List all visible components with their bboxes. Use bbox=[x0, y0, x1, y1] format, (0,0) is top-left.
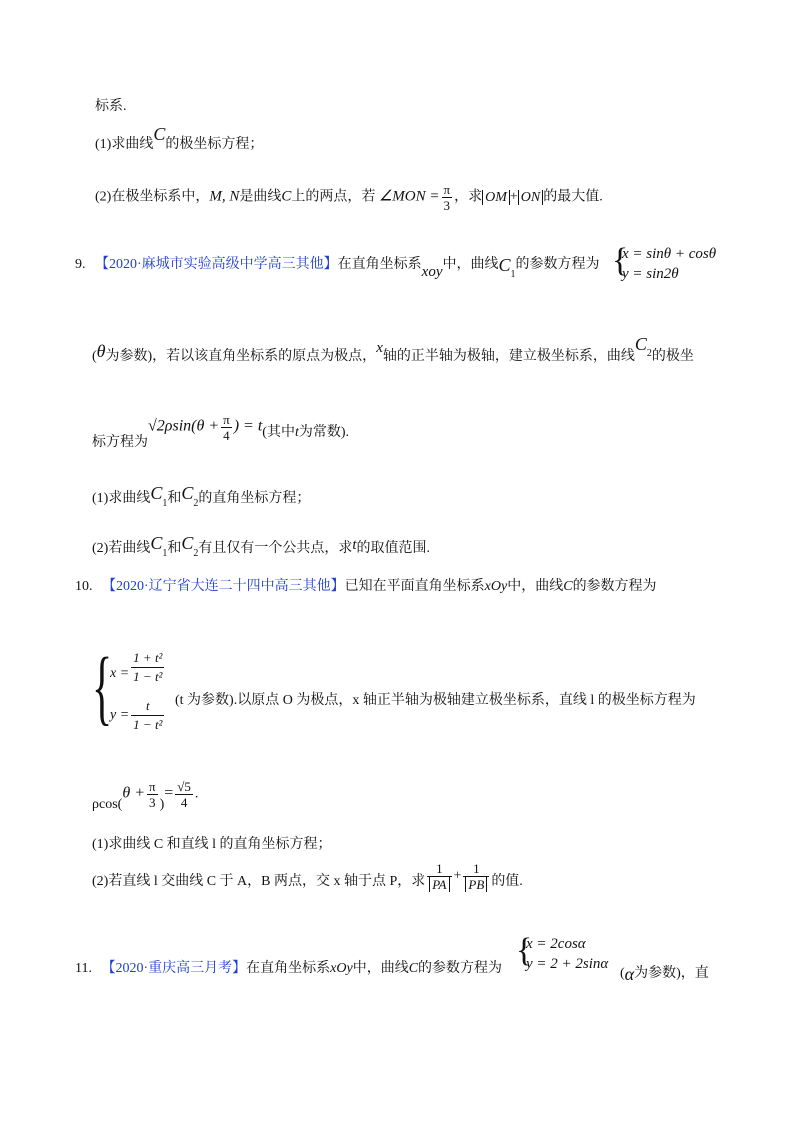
q8-part2-post1: ，求 bbox=[454, 189, 483, 205]
q8-part1-pre: (1)求曲线 bbox=[95, 137, 154, 152]
q10-text2: 中，曲线 bbox=[507, 579, 564, 594]
q10-pa: PA bbox=[429, 877, 449, 892]
q10-x-lhs: x = bbox=[110, 665, 130, 681]
q10-frac-pa-den bbox=[427, 877, 451, 891]
q9-source: 【2020·麻城市实验高级中学高三其他】 bbox=[95, 257, 338, 272]
q9-l3-c: 为常数). bbox=[298, 424, 350, 440]
q11-text1: 在直角坐标系 bbox=[246, 961, 331, 976]
q9-p2-c1-sub: 1 bbox=[162, 547, 168, 559]
q10-source: 【2020·辽宁省大连二十四中高三其他】 bbox=[102, 579, 345, 594]
q9-text2: 中，曲线 bbox=[442, 257, 499, 272]
q9-polar: √2ρsin(θ + bbox=[148, 417, 220, 435]
q11-t4b: 为参数)，直 bbox=[634, 966, 709, 981]
q10-param-system bbox=[92, 641, 182, 740]
q10-theta-plus: θ + bbox=[122, 784, 145, 802]
q10-frac-pb-den bbox=[463, 877, 489, 891]
q11-tail bbox=[620, 962, 709, 984]
q9-l2-a: ( bbox=[92, 349, 97, 364]
q9-p2-t: t bbox=[352, 537, 357, 553]
q9-number: 9. bbox=[75, 257, 86, 272]
q10-x-den: 1 − t² bbox=[133, 669, 163, 684]
q10-rho: ρcos bbox=[92, 796, 118, 812]
q9-line2 bbox=[92, 334, 694, 367]
q9-p2-b: 有且仅有一个公共点，求 bbox=[198, 541, 353, 556]
q10-frac-pb bbox=[463, 862, 489, 891]
q9-polar-frac bbox=[221, 413, 232, 442]
q11-alpha: α bbox=[624, 964, 635, 984]
q10-xoy: xOy bbox=[484, 579, 508, 594]
q10-p2-b: 的值. bbox=[491, 873, 523, 889]
q9-p2-and: 和 bbox=[167, 541, 182, 556]
q10-line2: (t 为参数).以原点 O 为极点，x 轴正半轴为极轴建立极坐标系，直线 l 的极坐标方程为 bbox=[175, 693, 696, 708]
q9-eq1: x = sinθ + cosθ bbox=[622, 246, 717, 262]
q9-p1-c2: C bbox=[181, 483, 194, 503]
q8-part1 bbox=[95, 124, 264, 152]
q10-brace: { bbox=[92, 641, 113, 734]
q10-sqrt-frac bbox=[175, 780, 193, 809]
q9-t: t bbox=[294, 424, 299, 440]
q10-c: C bbox=[563, 579, 573, 594]
q8-part2-angle: ∠MON = bbox=[378, 188, 440, 205]
q11-source: 【2020·重庆高三月考】 bbox=[101, 961, 247, 976]
q8-plus: + bbox=[509, 189, 518, 205]
q8-part2-mn: M, N bbox=[209, 188, 240, 205]
q9-l2-b: 为参数)，若以该直角坐标系的原点为极点， bbox=[105, 349, 377, 364]
q9-c2-sub: 2 bbox=[646, 347, 652, 359]
q8-part2-frac bbox=[442, 183, 453, 212]
q10-y-den: 1 − t² bbox=[133, 717, 163, 732]
q9-p1-c1: C bbox=[150, 483, 163, 503]
q10-sqrt5: √5 bbox=[177, 779, 191, 794]
q11-eq2: y = 2 + 2sinα bbox=[526, 956, 609, 972]
q9-p1-b: 的直角坐标方程； bbox=[198, 491, 311, 506]
q10-x-num: 1 + t² bbox=[131, 650, 164, 668]
q8-on: ON bbox=[518, 190, 543, 205]
q10-part1: (1)求曲线 C 和直线 l 的直角坐标方程； bbox=[92, 837, 332, 852]
q9-text1: 在直角坐标系 bbox=[337, 257, 422, 272]
q10-polar-frac bbox=[147, 780, 158, 809]
q9-p2-c2: C bbox=[181, 533, 194, 553]
q11-t4a: ( bbox=[620, 966, 625, 981]
q9-p1-c2-sub: 2 bbox=[193, 497, 199, 509]
q11-brace: { bbox=[516, 932, 533, 969]
q9-c2: C bbox=[634, 334, 647, 354]
q10-x-eq bbox=[110, 650, 166, 685]
q9-header bbox=[75, 253, 600, 280]
q9-l3-a: 标方程为 bbox=[92, 434, 148, 450]
q8-part2-post2: 的最大值. bbox=[543, 189, 603, 205]
q11-text2: 中，曲线 bbox=[352, 961, 409, 976]
q8-om: OM bbox=[482, 190, 510, 205]
q10-frac-pb-num: 1 bbox=[463, 862, 489, 877]
q10-y-eq bbox=[110, 698, 166, 733]
q10-number: 10. bbox=[75, 579, 93, 594]
q11-xoy: xOy bbox=[330, 961, 353, 976]
q8-part2-curve: C bbox=[281, 188, 292, 205]
q9-polar-num: π bbox=[223, 412, 230, 427]
q9-p2-c1: C bbox=[150, 533, 163, 553]
q9-polar-end: ) = t bbox=[233, 417, 263, 435]
q11-header bbox=[75, 962, 502, 976]
q9-xoy: xoy bbox=[421, 264, 443, 280]
q8-part2 bbox=[95, 183, 603, 212]
q9-p1-c1-sub: 1 bbox=[162, 497, 168, 509]
q9-c1: C bbox=[498, 255, 511, 275]
q11-eq1: x = 2cosα bbox=[526, 936, 586, 952]
q10-frac-pa-num: 1 bbox=[427, 862, 451, 877]
q11-text3: 的参数方程为 bbox=[418, 961, 503, 976]
q10-dot: . bbox=[194, 786, 199, 802]
q10-plus: + bbox=[453, 868, 462, 884]
q9-p2-a: (2)若曲线 bbox=[92, 541, 151, 556]
q10-pb: PB bbox=[465, 877, 487, 892]
q10-text3: 的参数方程为 bbox=[572, 579, 657, 594]
q8-part2-mid2: 上的两点，若 bbox=[291, 189, 376, 205]
q10-text1: 已知在平面直角坐标系 bbox=[344, 579, 485, 594]
q9-p2-c2-sub: 2 bbox=[193, 547, 199, 559]
q10-frac-pa bbox=[427, 862, 451, 891]
q8-part2-pre: (2)在极坐标系中， bbox=[95, 189, 210, 205]
q9-c1-sub: 1 bbox=[510, 268, 516, 280]
q10-polar-den: 3 bbox=[149, 795, 156, 810]
q9-line3 bbox=[92, 412, 350, 450]
q9-eq2: y = sin2θ bbox=[622, 266, 679, 282]
q9-theta: θ bbox=[96, 341, 106, 361]
q9-param-system bbox=[612, 244, 716, 284]
q9-part1 bbox=[92, 483, 311, 509]
q9-polar-den: 4 bbox=[223, 428, 230, 443]
q9-p2-c: 的取值范围. bbox=[356, 541, 431, 556]
q9-p1-a: (1)求曲线 bbox=[92, 491, 151, 506]
q8-continuation: 标系. bbox=[95, 99, 127, 114]
q8-part2-mid: 是曲线 bbox=[239, 189, 282, 205]
q8-part1-curve: C bbox=[153, 124, 166, 144]
q10-x-frac bbox=[131, 650, 164, 685]
q8-part1-post: 的极坐标方程； bbox=[165, 137, 264, 152]
q9-l2-d: 的极坐 bbox=[651, 349, 694, 364]
q9-text3: 的参数方程为 bbox=[515, 257, 600, 272]
q8-frac-num: π bbox=[443, 182, 451, 197]
q8-frac-den: 3 bbox=[443, 198, 451, 213]
q9-x: x bbox=[376, 340, 383, 356]
q11-number: 11. bbox=[75, 961, 92, 976]
q9-l2-c: 轴的正半轴为极轴，建立极坐标系，曲线 bbox=[382, 349, 635, 364]
q10-polar bbox=[92, 779, 199, 812]
q10-eq: = bbox=[164, 784, 174, 802]
q9-p1-and: 和 bbox=[167, 491, 182, 506]
q9-part2 bbox=[92, 533, 431, 559]
q10-paren-b: ) bbox=[159, 796, 165, 812]
q10-sqrt-den: 4 bbox=[180, 795, 188, 810]
q10-y-frac bbox=[131, 698, 164, 733]
q11-c: C bbox=[408, 961, 419, 976]
q10-header bbox=[75, 580, 657, 594]
q10-paren-a: ( bbox=[117, 796, 123, 812]
q10-p2-a: (2)若直线 l 交曲线 C 于 A，B 两点，交 x 轴于点 P，求 bbox=[92, 873, 426, 889]
q10-polar-num: π bbox=[148, 779, 156, 794]
q10-part2 bbox=[92, 862, 523, 891]
q11-param-system bbox=[516, 934, 608, 974]
q9-brace: { bbox=[612, 242, 629, 279]
q9-l3-b: (其中 bbox=[262, 424, 295, 440]
q10-y-lhs: y = bbox=[110, 707, 130, 723]
q10-y-num: t bbox=[131, 698, 164, 716]
